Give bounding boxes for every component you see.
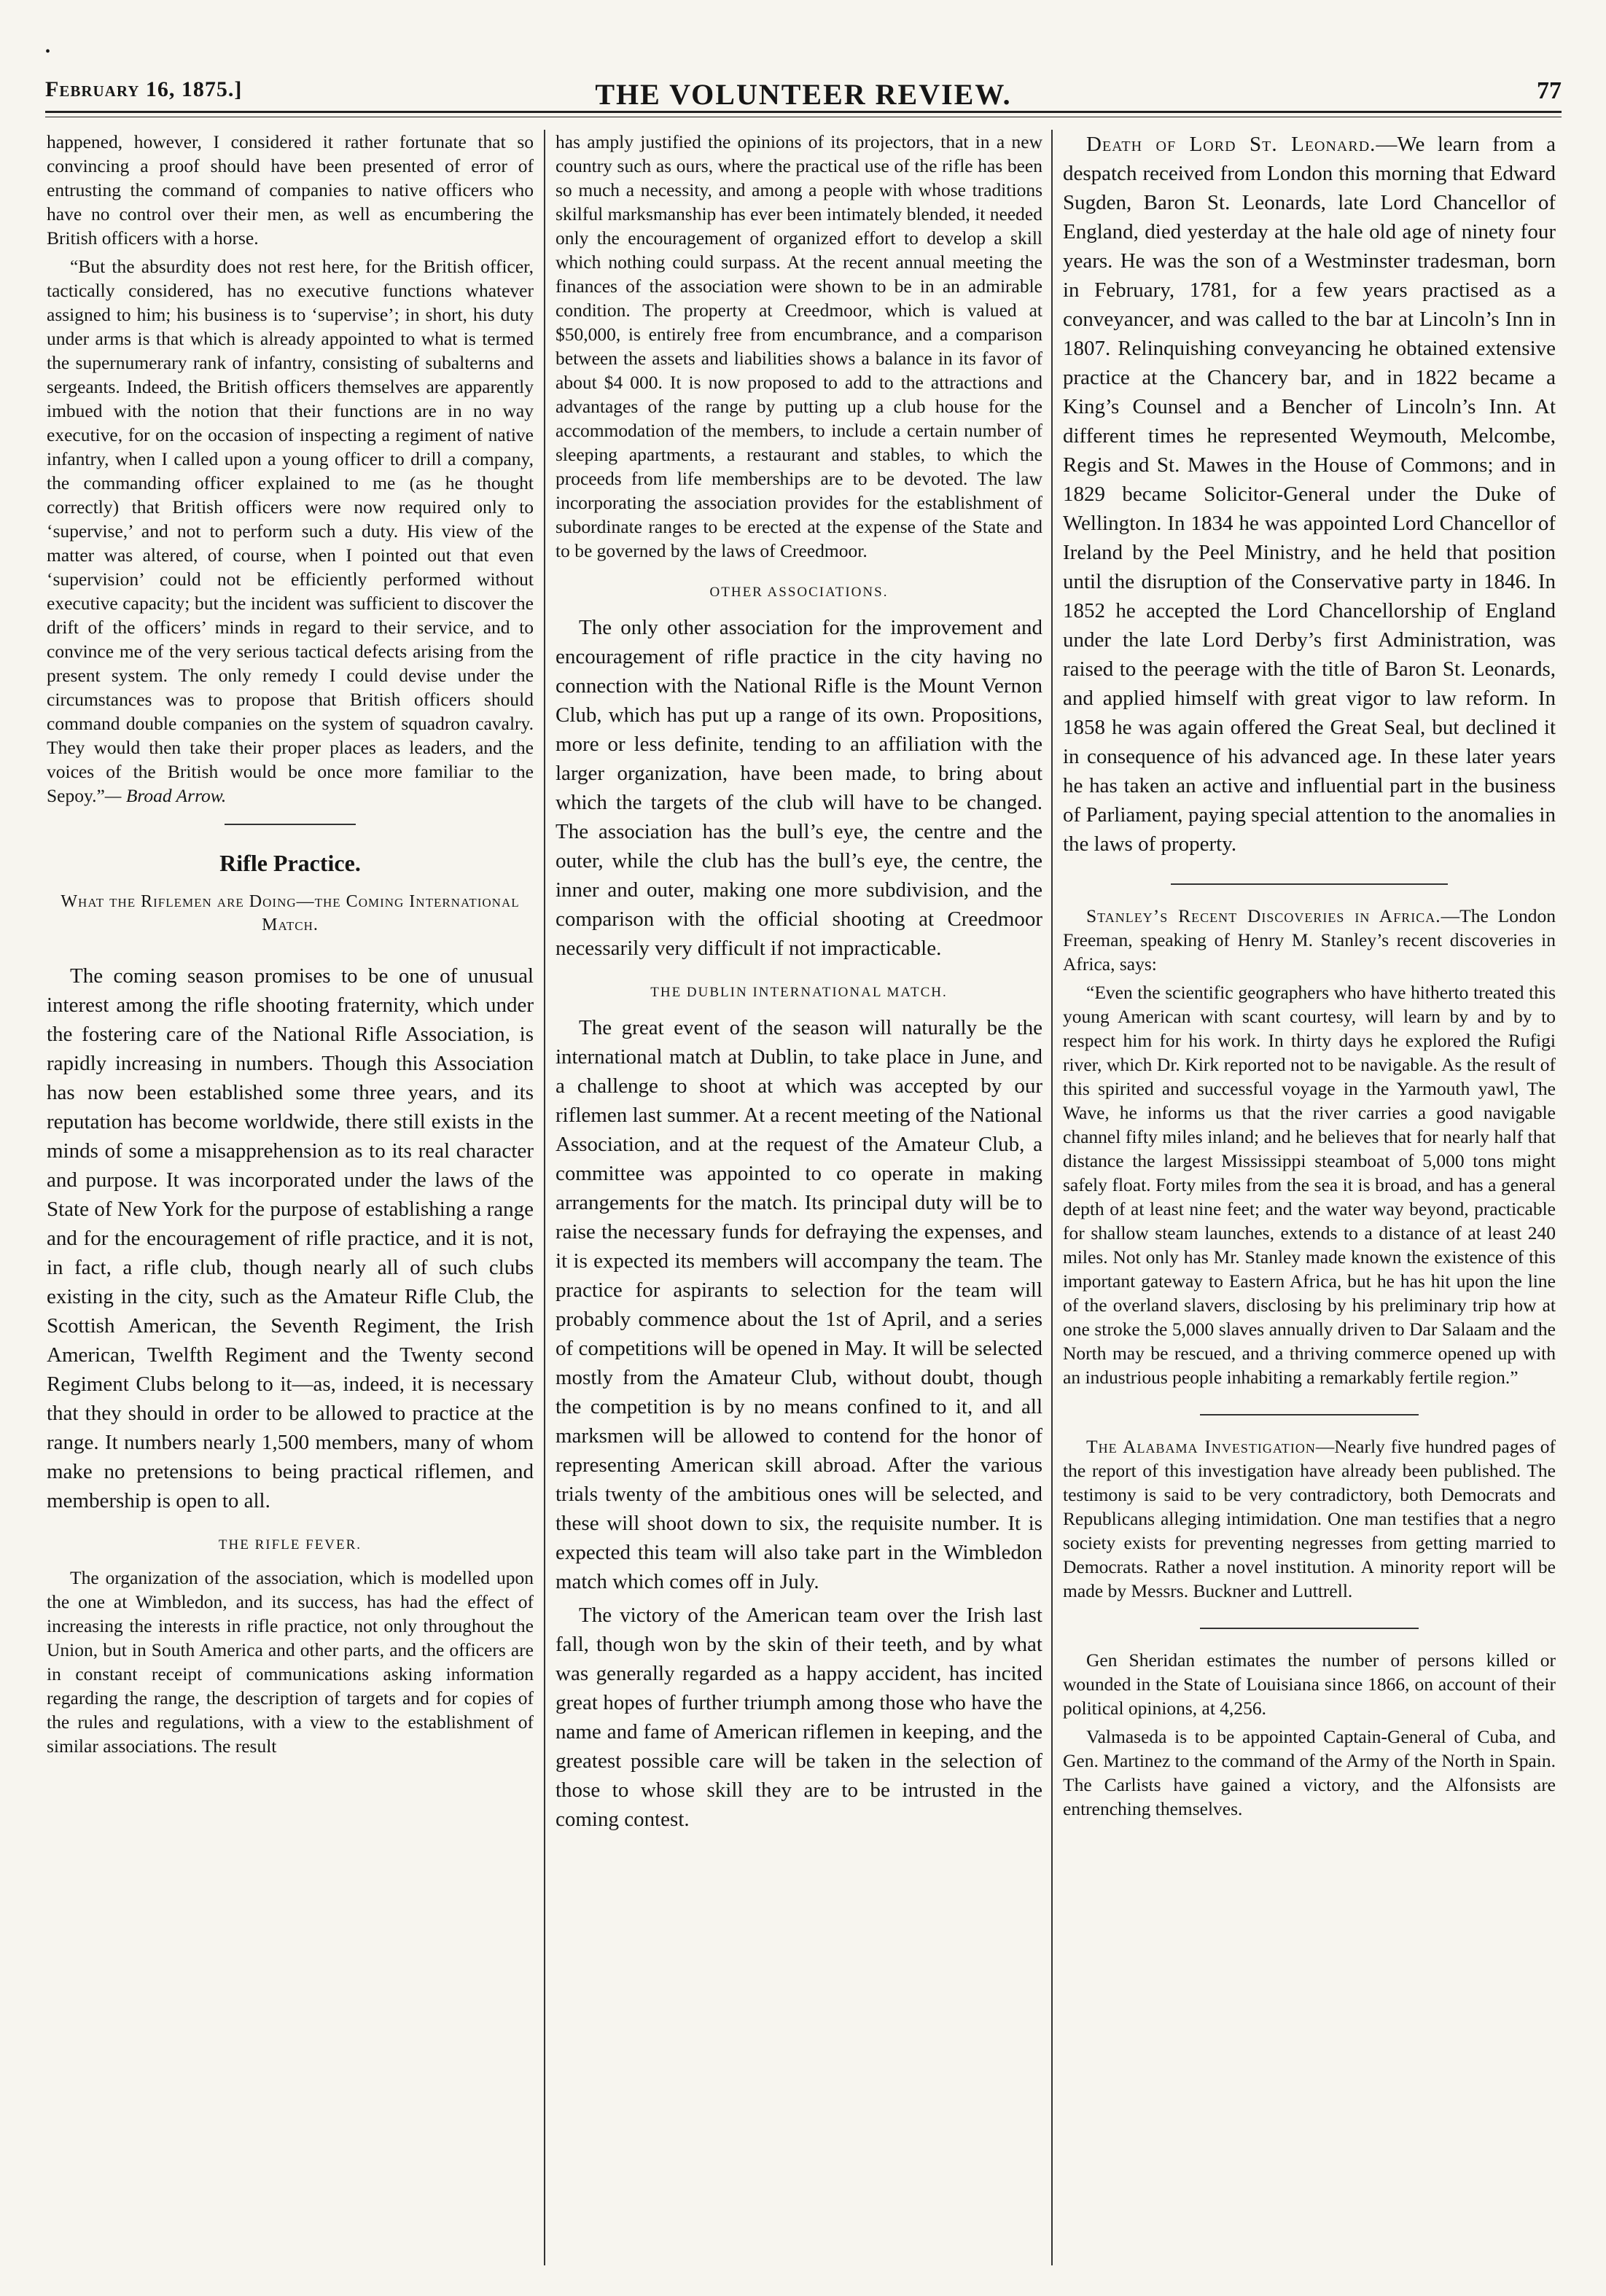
quote-text: “But the absurdity does not rest here, for the British officer, tactically considered, has no executive functions whatever assigned to him; his business is to ‘supervise’; in short, his duty under arms is that which is already appointed to what is termed the supernumerary rank of infantry, consisting of subalterns and sergeants. Indeed, the British officers themselves are apparently imbued with the notion that their functions are in no way executive, for on the occasion of inspecting a regiment of native infantry, when I called upon a young officer to drill a company, the commanding officer explained to me (as he thought correctly) that British officers were now required only to ‘supervise,’ and not to perform such a duty. His view of the matter was altered, of course, when I pointed out that even ‘supervision’ could not be efficiently performed without executive capacity; but the incident was sufficient to discover the drift of the officers’ minds in regard to their service, and to convince me of the very serious tactical defects arising from the present system. The only remedy I could devise under the circumstances was to propose that British officers should command double companies on the system of squadron cavalry. They would then take their proper places as leaders, and the voices of the British would be once more familiar to the Sepoy.” [47,256,534,806]
paragraph: The coming season promises to be one of unusual interest among the rifle shooting fraternity, which under the fostering care of the National Rifle Association, is rapidly increasing in numbers. Though this Association has now been established some three years, and its reputation has become worldwide, there still exists in the minds of some a misapprehension as to its real character and purpose. It was incorporated under the laws of the State of New York for the purpose of establishing a range and for the encouragement of rifle practice, and it is not, in fact, a rifle club, though nearly all of such clubs existing in the city, such as the Amateur Rifle Club, the Scottish American, the Seventh Regiment, the Irish American, Twelfth Regiment and the Twenty second Regiment Clubs belong to it—as, indeed, it is necessary that they should in order to be allowed to practice at the range. It numbers nearly 1,500 members, many of whom make no pretensions to being practical riflemen, and membership is open to all. [47,964,534,1512]
paragraph: The only other association for the improvement and encouragement of rifle practice in the city having no connection with the National Rifle is the Mount Vernon Club, which has put up a range of its own. Propositions, more or less definite, tending to an affiliation with the larger organization, have been made, to bring about which the targets of the club will have to be changed. The association has the bull’s eye, the centre and the outer, while the club has the bull’s eye, the centre, the inner and outer, making one more subdivision, and the comparison with the official shooting at Creedmoor necessarily very difficult if not impracticable. [556,616,1042,960]
item-text: —We learn from a despatch received from London this morning that Edward Sugden, Baron St. Leonards, late Lord Chancellor of England, died yesterday at the hale old age of ninety four years. He was the son of a Westminster tradesman, born in February, 1781, for a few years practised as a conveyancer, and was called to the bar at Lincoln’s Inn in 1807. Relinquishing conveyancing he obtained extensive practice at the Chancery bar, and in 1822 became a King’s Counsel and a Bencher of Lincoln’s Inn. At different times he represented Weymouth, Melcombe, Regis and St. Mawes in the House of Commons; and in 1829 became Solicitor-General under the Duke of Wellington. In 1834 he was appointed Lord Chancellor of Ireland by the Peel Ministry, and he held that position until the disruption of the Conservative party in 1846. In 1852 he accepted the Lord Chancellorship of England under the late Lord Derby’s first Administration, was raised to the peerage with the title of Baron St. Leonards, and applied himself with great vigor to law reform. In 1858 he was again offered the Great Seal, but declined it in consequence of his advanced age. In these later years he has taken an active and influential part in the business of Parliament, paying special attention to the anomalies in the laws of property. [1063,133,1556,856]
bullet-mark: • [45,44,51,60]
section-rule [225,824,356,825]
section-heading: THE DUBLIN INTERNATIONAL MATCH. [650,985,948,1000]
column-right [1063,130,1556,2258]
page-number: 77 [1537,77,1562,104]
quote-text: “Even the scientific geographers who have hitherto treated this young American with scant courtesy, will learn by and by to respect him for his work. In thirty days he explored the Rufigi river, which Dr. Kirk reported not to be navigable. As the result of this spirited and successful voyage in the Yarmouth yawl, The Wave, he informs us that the river carries a good navigable channel fifty miles inland; and he believes that for nearly half that distance the largest Mississippi steamboat of 5,000 tons might safely float. Forty miles from the sea it is broad, and has a general depth of at least nine feet; and the water way beyond, practicable for shallow steam launches, extends to a distance of at least 240 miles. Not only has Mr. Stanley made known the existence of this important gateway to Eastern Africa, but he has hit upon the line of the overland slavers, disclosing by his preliminary trip how at one stroke the 5,000 slaves annually driven to Dar Salaam and the North may be rescued, and a thriving commerce opened up with an industrious people inhabiting a remarkably fertile region.” [1063,982,1556,1388]
item-separator [1171,883,1448,885]
paragraph: happened, however, I considered it rather fortunate that so convincing a proof should have been presented of error of entrusting the command of companies to native officers who have no control over their men, as well as encumbering the British officers with a horse. [47,131,534,249]
item-separator [1200,1628,1419,1629]
paragraph [47,254,534,808]
news-item [1063,130,1556,859]
newspaper-title: THE VOLUNTEER REVIEW. [595,78,1012,111]
column-middle [556,130,1042,2258]
news-item: Valmaseda is to be appointed Captain-General of Cuba, and Gen. Martinez to the command of the Army of the North in Spain. The Carlists have gained a victory, and the Alfonsists are entrenching themselves. [1063,1726,1556,1819]
item-text: —The London Freeman, speaking of Henry M. Stanley’s recent discoveries in Africa, says: [1063,905,1556,975]
paragraph: The victory of the American team over the Irish last fall, though won by the skin of their teeth, and by what was generally regarded as a happy accident, has incited great hopes of further triumph among those who have the name and fame of American riflemen in keeping, and the greatest possible care will be taken in the selection of those to whose skill they are to be intrusted in the coming contest. [556,1604,1042,1831]
source-attribution: — Broad Arrow. [104,785,227,806]
news-item [1063,904,1556,976]
masthead [45,4,1562,114]
article-heading: Rifle Practice. [219,850,361,876]
paragraph: has amply justified the opinions of its projectors, that in a new country such as ours, where the practical use of the rifle has been so much a necessity, and among a people with whose traditions skilful marksmanship has ever been intimately blended, it needed only the encouragement of organized effort to develop a skill which nothing could surpass. At the recent annual meeting the finances of the association were shown to be in an admirable condition. The property at Creedmoor, which is valued at $50,000, is entirely free from encumbrance, and a comparison between the assets and liabilities shows a balance in its favor of about $4 000. It is now proposed to add to the attractions and advantages of the range by putting up a club house for the accommodation of the members, to include a certain number of sleeping apartments, a restaurant and stables, to which the proceeds from life memberships are to be devoted. The law incorporating the association provides for the establishment of subordinate ranges to be erected at the expense of the State and to be governed by the laws of Creedmoor. [556,131,1042,561]
item-separator [1200,1414,1419,1416]
item-lead: The Alabama Investigation [1086,1436,1316,1457]
masthead-row [45,77,1562,114]
masthead-rule [45,111,1562,113]
column-divider [1051,130,1053,2265]
issue-date: February 16, 1875.] [45,77,243,101]
article-subheading: What the Riflemen are Doing—the Coming International Match. [61,892,520,934]
column-divider [544,130,545,2265]
item-lead: Stanley’s Recent Discoveries in Africa. [1086,905,1441,926]
column-left [47,130,534,2258]
item-text: —Nearly five hundred pages of the report of this investigation have already been published. The testimony is said to be very contradictory, both Democrats and Republicans alleging intimidation. One man testifies that a negro society exists for preventing negresses from getting married to Democrats. Rather a novel institution. A minority report will be made by Messrs. Buckner and Luttrell. [1063,1436,1556,1601]
paragraph: The organization of the association, which is modelled upon the one at Wimbledon, and its success, has had the effect of increasing the interests in rifle practice, not only throughout the Union, but in South America and other parts, and the officers are in constant receipt of communications asking information regarding the range, the description of targets and for copies of the rules and regulations, with a view to the establishment of similar associations. The result [47,1567,534,1757]
item-lead: Death of Lord St. Leonard. [1086,133,1376,156]
news-item [1063,1434,1556,1603]
news-item: Gen Sheridan estimates the number of persons killed or wounded in the State of Louisiana since 1866, on account of their political opinions, at 4,256. [1063,1649,1556,1719]
section-heading: THE RIFLE FEVER. [218,1537,362,1553]
paragraph: The great event of the season will naturally be the international match at Dublin, to take place in June, and a challenge to shoot at which was accepted by our riflemen last summer. At a recent meeting of the National Association, and at the request of the Amateur Club, a committee was appointed to co operate in making arrangements for the match. Its principal duty will be to raise the necessary funds for defraying the expenses, and it is expected its members will accompany the team. The practice for aspirants to selection for the team will probably commence about the 1st of April, and a series of competitions will be opened in May. It will be selected mostly from the Amateur Club, without doubt, though the competition is by no means confined to it, and all marksmen will be allowed to contend for the honor of representing American skill abroad. After the various trials twenty of the ambitious ones will be selected, and these will shoot down to six, the requisite number. It is expected this team will also take part in the Wimbledon match which comes off in July. [556,1016,1042,1593]
section-heading: OTHER ASSOCIATIONS. [709,585,889,600]
